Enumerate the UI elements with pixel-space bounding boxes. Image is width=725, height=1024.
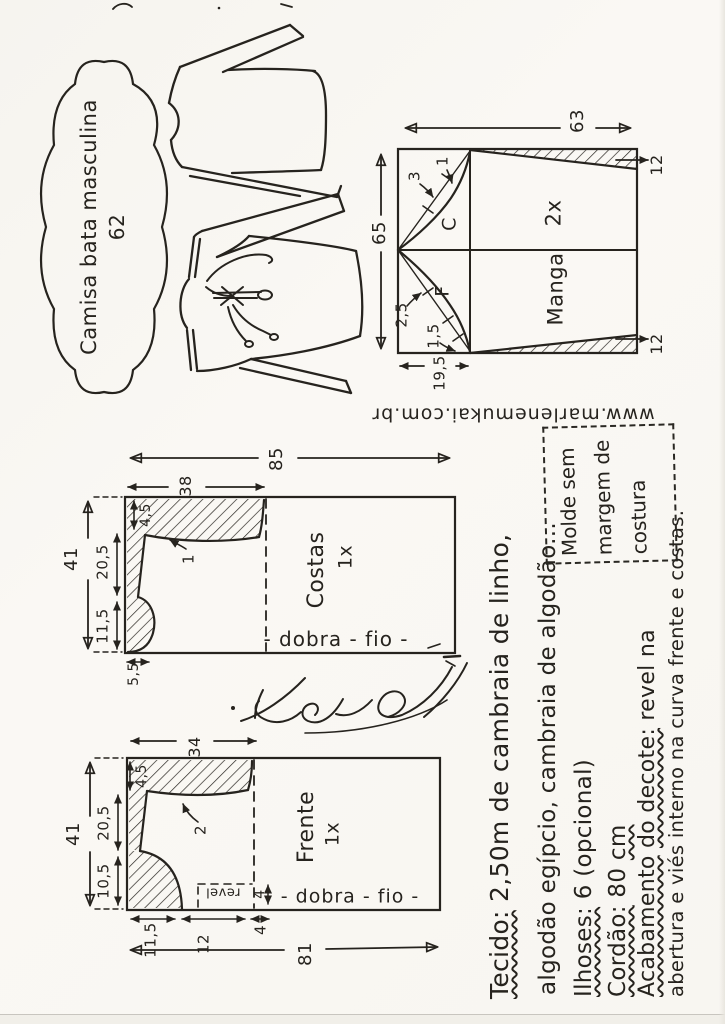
neckline-label: do decote: [635, 727, 660, 849]
front-piece-quantity: 1x [321, 821, 344, 847]
sleeve-piece-diagram [381, 128, 648, 366]
fabric-label: Tecido: [485, 910, 514, 999]
back-side-height-dim: 11,5 [93, 608, 112, 644]
back-width-dim: 85 [266, 447, 287, 471]
fabric-line [486, 534, 514, 999]
front-facing-width-dim: 4 [252, 889, 268, 899]
finishing-line-2: abertura e viés interno na curva frente e costas. [665, 509, 688, 997]
back-height-dim: 41 [61, 547, 82, 571]
cord-label: Cordão: [605, 905, 631, 997]
back-side-width-dim: 5,5 [126, 662, 142, 686]
front-facing-label: revel [205, 884, 241, 900]
front-piece-name: Frente [294, 790, 319, 864]
sleeve-front-ease-b: 1,5 [424, 323, 443, 349]
sleeve-cap-width-dim: 19,5 [430, 355, 449, 391]
sleeve-width-dim: 63 [567, 109, 588, 133]
sleeve-back-ease-a: 3 [405, 170, 424, 182]
front-width-dim: 81 [295, 942, 316, 966]
sleeve-front-curve-letter: F [431, 285, 454, 297]
shirt-front-sketch [180, 194, 362, 393]
front-fold-grain-label: - dobra - fio - [280, 885, 420, 908]
scan-edge-strip [0, 1015, 725, 1024]
finishing-line [636, 629, 660, 997]
pattern-title: Camisa bata masculina [76, 99, 101, 355]
cord-value: 80 [605, 860, 631, 906]
front-armhole-depth-dim: 20,5 [94, 805, 113, 841]
instructions-block [486, 435, 724, 1001]
finishing-space [635, 848, 660, 855]
front-half-width-dim: 34 [185, 736, 204, 758]
note-box-line-3: costura [625, 479, 652, 555]
shirt-back-sketch [169, 25, 341, 197]
eyelets-line [572, 759, 597, 997]
front-hem-b-dim: 12 [194, 933, 213, 955]
sleeve-quantity: 2x [541, 199, 566, 227]
cord-unit: cm [605, 824, 631, 861]
note-box-line-1: Molde sem [554, 447, 582, 557]
front-hem-c-dim: 4 [251, 924, 270, 936]
back-piece-name: Costas [304, 531, 329, 609]
fabric-value: 2,50m de cambraia de linho, [485, 533, 514, 911]
no-seam-allowance-note [542, 423, 678, 564]
fabric-line-2: algodão egípcio, cambraia de algodão... [535, 521, 561, 995]
back-shoulder-drop-dim: 4,5 [138, 503, 154, 527]
front-neck-depth-dim: 10,5 [94, 863, 113, 899]
pen-marks [113, 4, 292, 10]
sleeve-name: Manga [543, 252, 568, 326]
pattern-title-bubble-text [76, 61, 130, 393]
back-piece-quantity: 1x [334, 544, 357, 570]
website-url: www.marlenemukai.com.br [371, 403, 655, 426]
sleeve-back-ease-b: 1 [433, 155, 452, 167]
scan-edge-shade [719, 0, 725, 1024]
eyelets-label: Ilhoses: [571, 906, 597, 997]
sleeve-back-curve-letter: C [438, 217, 461, 231]
front-hem-a-dim: 11,5 [141, 922, 160, 958]
sleeve-hem-bottom-dim: 12 [647, 333, 666, 355]
front-height-dim: 41 [63, 822, 84, 846]
back-ease-note: 1 [179, 553, 198, 565]
finishing-label: Acabamento [635, 855, 660, 997]
sleeve-hem-top-dim: 12 [647, 154, 666, 176]
front-ease-note: 2 [191, 824, 210, 836]
eyelets-value: 6 (opcional) [571, 758, 597, 907]
back-half-width-dim: 38 [176, 475, 195, 497]
front-shoulder-drop-dim: 4,5 [134, 764, 150, 788]
back-fold-grain-label: - dobra - fio - [263, 627, 409, 651]
sleeve-height-dim: 65 [369, 221, 390, 245]
finishing-value: revel na [635, 629, 660, 728]
drawstring-cord [206, 255, 278, 347]
note-box-line-2: margem de [589, 439, 617, 556]
sleeve-front-ease-a: 2,5 [392, 302, 411, 328]
cord-line [606, 824, 631, 997]
pattern-size: 62 [105, 213, 130, 241]
back-armhole-depth-dim: 20,5 [93, 544, 112, 580]
signature-scrawl [231, 644, 467, 733]
